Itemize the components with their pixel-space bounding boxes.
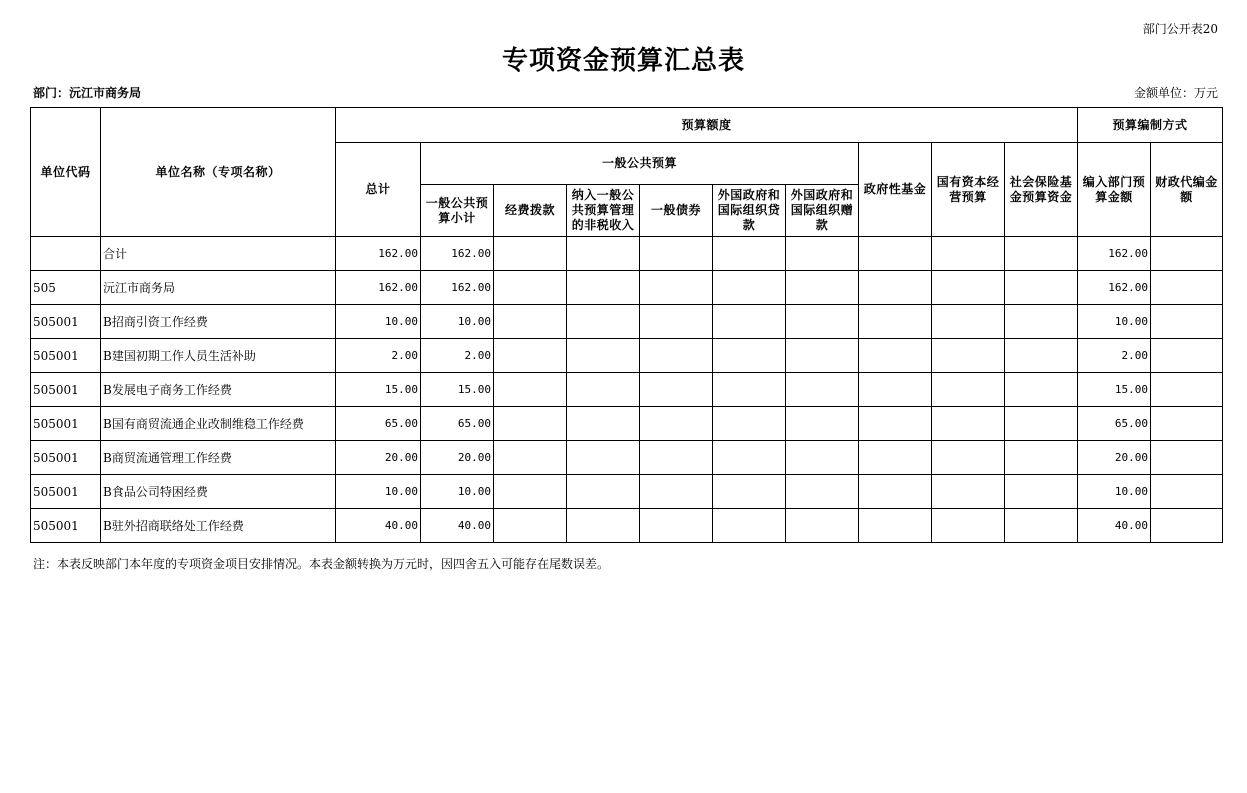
table-row — [31, 407, 1223, 441]
row-gpb-subtotal: 20.00 — [421, 441, 494, 475]
row-dept-amount: 2.00 — [1078, 339, 1151, 373]
row-code: 505001 — [31, 339, 101, 373]
row-code: 505001 — [31, 305, 101, 339]
row-gpb-subtotal: 65.00 — [421, 407, 494, 441]
row-gpb-subtotal: 15.00 — [421, 373, 494, 407]
header-dept-budget-amount: 编入部门预算金额 — [1078, 143, 1151, 237]
row-name: 沅江市商务局 — [101, 271, 336, 305]
row-name: B食品公司特困经费 — [101, 475, 336, 509]
amount-unit-label: 金额单位：万元 — [1133, 86, 1218, 100]
row-name: B招商引资工作经费 — [101, 305, 336, 339]
row-code: 505001 — [31, 441, 101, 475]
header-general-bond: 一般债券 — [640, 185, 713, 237]
row-total: 20.00 — [336, 441, 421, 475]
row-name: B驻外招商联络处工作经费 — [101, 509, 336, 543]
row-name: B建国初期工作人员生活补助 — [101, 339, 336, 373]
row-name: B发展电子商务工作经费 — [101, 373, 336, 407]
table-row — [31, 509, 1223, 543]
header-unit-code: 单位代码 — [31, 108, 101, 237]
row-dept-amount: 20.00 — [1078, 441, 1151, 475]
row-total: 10.00 — [336, 475, 421, 509]
row-name: B国有商贸流通企业改制维稳工作经费 — [101, 407, 336, 441]
row-total: 15.00 — [336, 373, 421, 407]
row-gpb-subtotal: 2.00 — [421, 339, 494, 373]
row-gpb-subtotal: 162.00 — [421, 271, 494, 305]
row-total: 162.00 — [336, 237, 421, 271]
table-row — [31, 271, 1223, 305]
row-dept-amount: 65.00 — [1078, 407, 1151, 441]
header-gpb-subtotal: 一般公共预算小计 — [421, 185, 494, 237]
header-social-insurance: 社会保险基金预算资金 — [1005, 143, 1078, 237]
row-code: 505001 — [31, 373, 101, 407]
row-code: 505001 — [31, 407, 101, 441]
row-dept-amount: 162.00 — [1078, 237, 1151, 271]
row-dept-amount: 162.00 — [1078, 271, 1151, 305]
row-gpb-subtotal: 10.00 — [421, 305, 494, 339]
table-note: 注：本表反映部门本年度的专项资金项目安排情况。本表金额转换为万元时，因四舍五入可能存在尾数误差。 — [33, 557, 610, 571]
row-code — [31, 237, 101, 271]
header-foreign-grants: 外国政府和国际组织赠款 — [786, 185, 859, 237]
row-gpb-subtotal: 162.00 — [421, 237, 494, 271]
row-dept-amount: 10.00 — [1078, 305, 1151, 339]
row-name: B商贸流通管理工作经费 — [101, 441, 336, 475]
header-funding-allocation: 经费拨款 — [494, 185, 567, 237]
table-row — [31, 305, 1223, 339]
header-budget-method: 预算编制方式 — [1078, 108, 1223, 143]
row-dept-amount: 40.00 — [1078, 509, 1151, 543]
header-general-public-budget: 一般公共预算 — [421, 143, 859, 185]
header-foreign-loans: 外国政府和国际组织贷款 — [713, 185, 786, 237]
budget-table — [30, 107, 1223, 543]
row-name: 合计 — [101, 237, 336, 271]
table-row — [31, 441, 1223, 475]
table-row-total — [31, 237, 1223, 271]
table-row — [31, 373, 1223, 407]
row-gpb-subtotal: 10.00 — [421, 475, 494, 509]
header-total: 总计 — [336, 143, 421, 237]
header-state-capital: 国有资本经营预算 — [932, 143, 1005, 237]
row-total: 10.00 — [336, 305, 421, 339]
header-non-tax-income: 纳入一般公共预算管理的非税收入 — [567, 185, 640, 237]
row-code: 505 — [31, 271, 101, 305]
table-row — [31, 339, 1223, 373]
header-finance-managed: 财政代编金额 — [1151, 143, 1223, 237]
header-budget-amount: 预算额度 — [336, 108, 1078, 143]
row-total: 40.00 — [336, 509, 421, 543]
header-gov-fund: 政府性基金 — [859, 143, 932, 237]
department-label: 部门：沅江市商务局 — [33, 86, 142, 100]
row-gpb-subtotal: 40.00 — [421, 509, 494, 543]
form-number: 部门公开表20 — [1142, 22, 1218, 36]
table-row — [31, 475, 1223, 509]
row-total: 2.00 — [336, 339, 421, 373]
row-total: 162.00 — [336, 271, 421, 305]
header-unit-name: 单位名称（专项名称） — [101, 108, 336, 237]
row-code: 505001 — [31, 475, 101, 509]
row-code: 505001 — [31, 509, 101, 543]
row-dept-amount: 10.00 — [1078, 475, 1151, 509]
row-dept-amount: 15.00 — [1078, 373, 1151, 407]
page-title: 专项资金预算汇总表 — [501, 46, 745, 76]
row-total: 65.00 — [336, 407, 421, 441]
